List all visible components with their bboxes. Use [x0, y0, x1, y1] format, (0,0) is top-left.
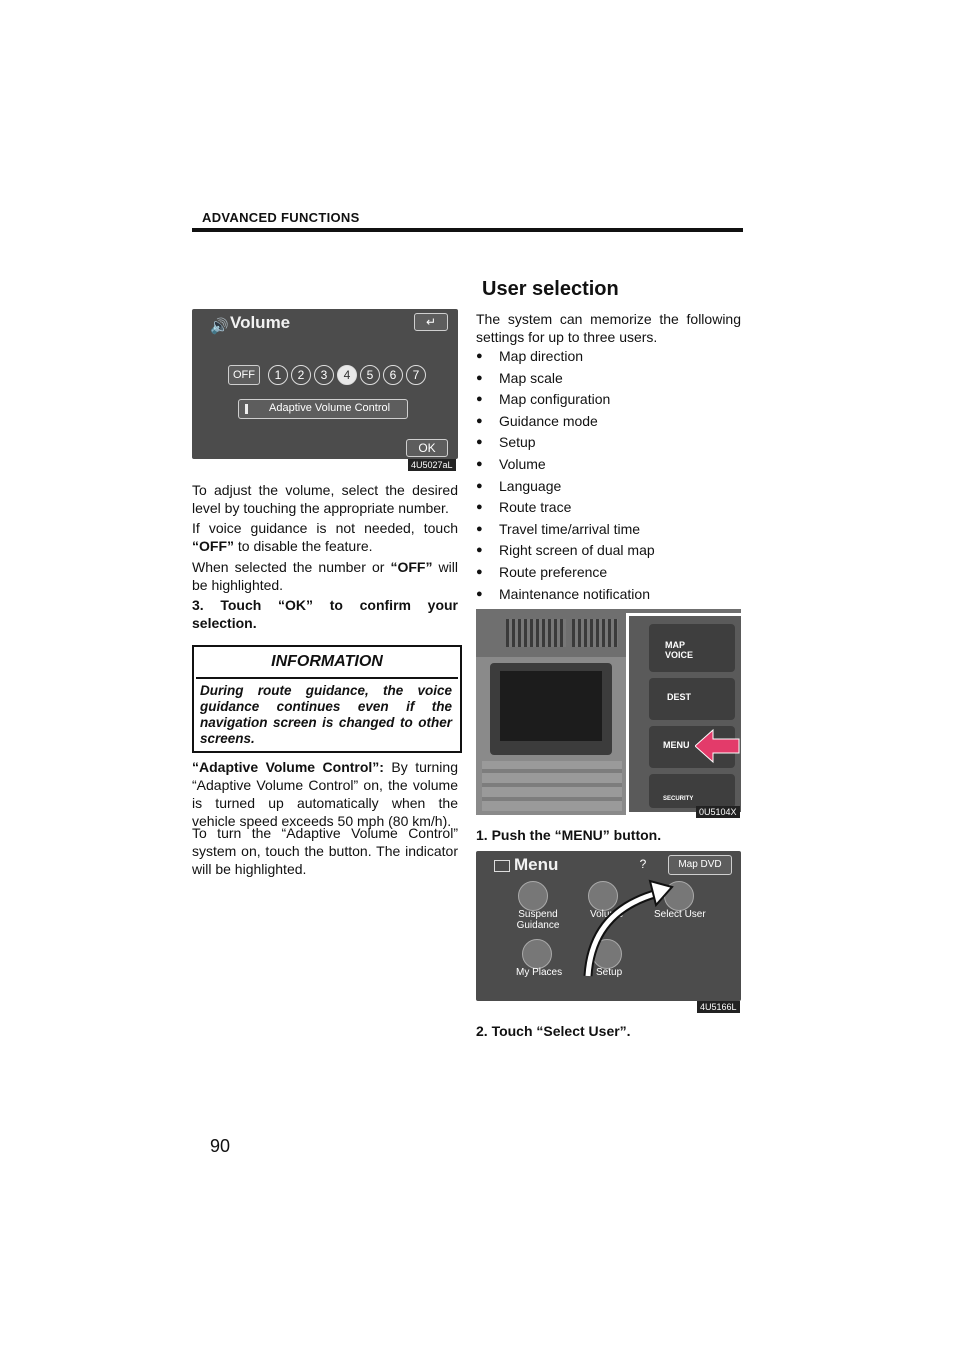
suspend-guidance-icon [518, 881, 548, 911]
level-3-button[interactable]: 3 [314, 365, 334, 385]
security-label: SECURITY [663, 796, 694, 802]
level-2-button[interactable]: 2 [291, 365, 311, 385]
p3-text-a: When selected the number or [192, 559, 391, 575]
menu-screen-title: Menu [514, 855, 559, 874]
step-2: 2. Touch “Select User”. [476, 1023, 631, 1039]
user-selection-intro: The system can memorize the following settings for up to three users. [476, 311, 741, 345]
level-6-button[interactable]: 6 [383, 365, 403, 385]
ok-button[interactable]: OK [406, 439, 448, 457]
list-item: ● Route trace [476, 497, 746, 519]
pointer-arrow-icon [695, 728, 741, 764]
information-title: INFORMATION [271, 653, 383, 670]
volume-paragraph-3 [192, 558, 458, 594]
section-header: ADVANCED FUNCTIONS [202, 210, 360, 225]
map-voice-label: MAP VOICE [665, 640, 694, 660]
adaptive-indicator [245, 404, 248, 414]
level-7-button[interactable]: 7 [406, 365, 426, 385]
back-button[interactable] [414, 313, 448, 331]
step-3: 3. Touch “OK” to confirm your selection. [192, 597, 458, 631]
settings-list [476, 346, 746, 605]
list-item: ● Map direction [476, 346, 746, 368]
volume-paragraph-2 [192, 519, 458, 555]
page-number: 90 [210, 1136, 231, 1156]
adaptive-description: By turning “Adaptive Volume Control” on, the volume is turned up automatically when the vehicle speed exceeds 50 mph (80 km/h). [192, 759, 458, 829]
information-text: During route guidance, the voice guidance continues even if the navigation screen is changed to other screens. [200, 683, 452, 746]
list-item: ● Volume [476, 454, 746, 476]
level-4-button[interactable]: 4 [337, 365, 357, 385]
list-item: ● Map scale [476, 368, 746, 390]
adaptive-label: Adaptive Volume Control [269, 402, 391, 414]
help-button[interactable]: ? [639, 857, 647, 871]
menu-image-caption: 4U5166L [697, 1001, 740, 1013]
dashboard-display [500, 671, 602, 741]
p3-text-c: will be highlighted. [192, 559, 458, 593]
dashboard-vent-left [506, 619, 566, 647]
list-item: ● Maintenance notification [476, 584, 746, 606]
list-item: ● Language [476, 476, 746, 498]
list-item: ● Guidance mode [476, 411, 746, 433]
dest-label: DEST [667, 692, 692, 702]
security-button [649, 774, 735, 808]
adaptive-turn-on-paragraph: To turn the “Adaptive Volume Control” system on, touch the button. The indicator will be highlighted. [192, 825, 458, 877]
list-item: ● Map configuration [476, 389, 746, 411]
header-rule [192, 228, 743, 232]
volume-button[interactable]: Volume [590, 909, 624, 920]
volume-screen-image [192, 309, 458, 459]
adaptive-term: “Adaptive Volume Control”: [192, 759, 384, 775]
volume-screen-title: Volume [230, 313, 291, 332]
list-item: ● Route preference [476, 562, 746, 584]
level-1-button[interactable]: 1 [268, 365, 288, 385]
p2-off-term: “OFF” [192, 538, 234, 554]
information-rule [196, 677, 458, 679]
menu-label: MENU [663, 740, 690, 750]
map-dvd-button[interactable]: Map DVD [668, 855, 732, 875]
list-item: ● Right screen of dual map [476, 540, 746, 562]
my-places-icon [522, 939, 552, 969]
p2-text-c: to disable the feature. [234, 538, 373, 554]
suspend-guidance-button[interactable]: Suspend Guidance [516, 909, 560, 931]
setup-button[interactable]: Setup [596, 967, 623, 978]
user-selection-heading: User selection [482, 278, 619, 300]
volume-image-caption: 4U5027aL [408, 459, 456, 471]
p3-off-term: “OFF” [390, 559, 433, 575]
dashboard-caption: 0U5104X [696, 806, 740, 818]
list-item: ● Setup [476, 432, 746, 454]
dashboard-vent-right [572, 619, 618, 647]
off-button[interactable]: OFF [228, 365, 260, 385]
select-user-button[interactable]: Select User [654, 909, 706, 920]
adaptive-volume-button[interactable] [238, 399, 408, 419]
dashboard-photo [476, 609, 741, 815]
list-item: ● Travel time/arrival time [476, 519, 746, 541]
step-1: 1. Push the “MENU” button. [476, 827, 662, 843]
return-arrow-icon: ↵ [425, 315, 437, 329]
pointer-curve-icon [576, 871, 686, 981]
p2-text-a: If voice guidance is not needed, touch [192, 520, 458, 536]
menu-screen-image [476, 851, 741, 1001]
button-panel-zoom [626, 613, 741, 815]
map-voice-button[interactable] [649, 624, 735, 672]
speaker-icon: 🔊 [210, 318, 229, 335]
my-places-button[interactable]: My Places [516, 967, 563, 978]
adaptive-paragraph [192, 758, 458, 830]
menu-icon [494, 860, 510, 872]
information-box [192, 645, 462, 753]
level-5-button[interactable]: 5 [360, 365, 380, 385]
dashboard-controls [482, 761, 622, 811]
dest-button[interactable] [649, 678, 735, 720]
volume-paragraph-1: To adjust the volume, select the desired level by touching the appropriate number. [192, 482, 458, 516]
